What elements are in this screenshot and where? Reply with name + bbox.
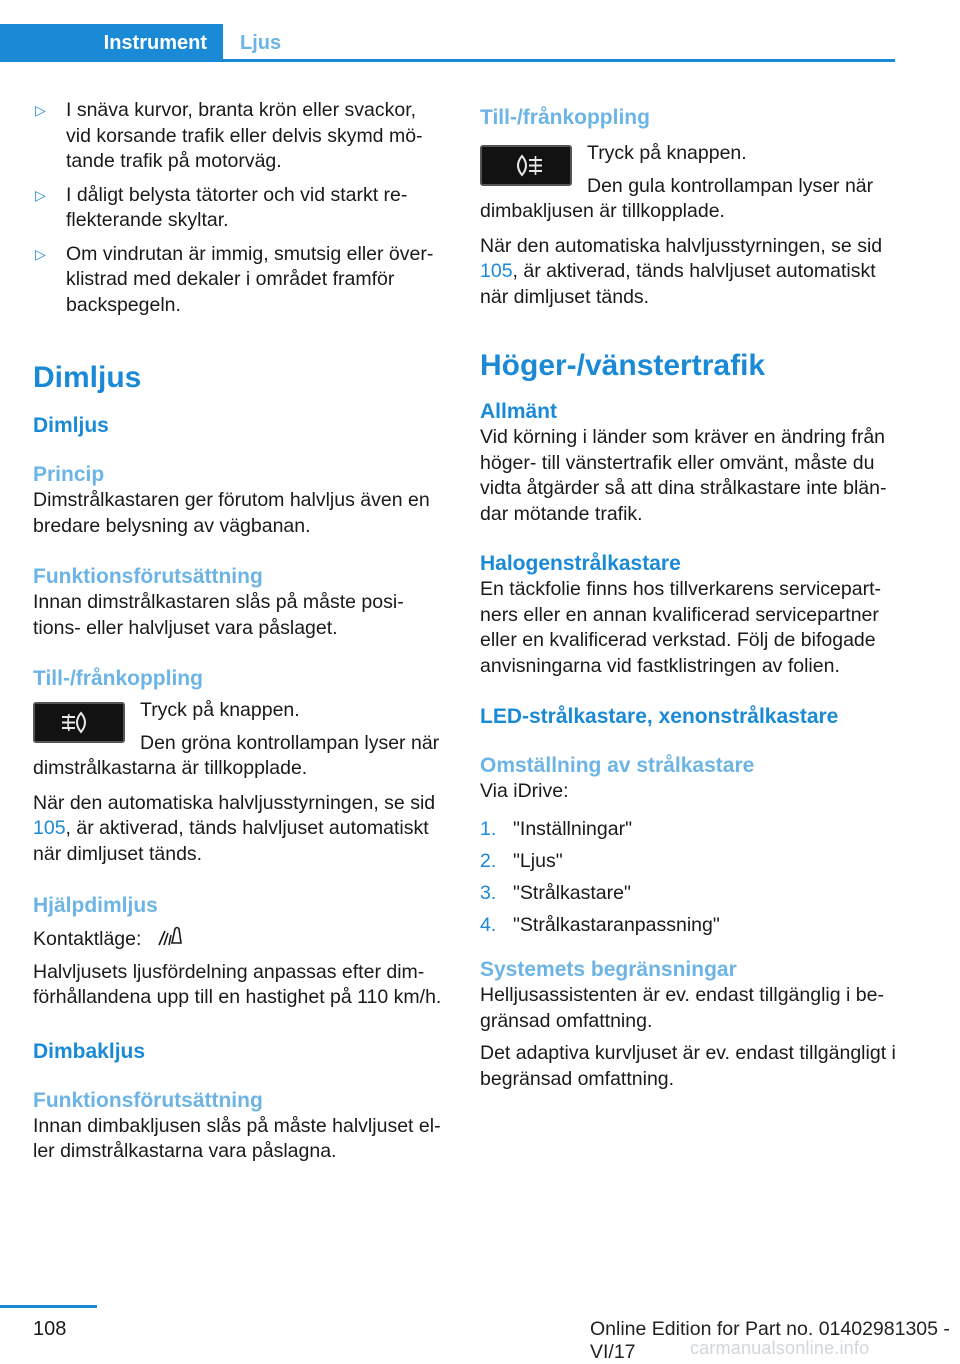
till-status-text-right: Den gula kontrollampan lyser när dimbakljusen är tillkopplade. bbox=[480, 174, 874, 222]
subsection-title-dimljus: Dimljus bbox=[33, 414, 109, 437]
till-status-text: Den gröna kontrollampan lyser när dimstrålkastarna är tillkopplade. bbox=[33, 731, 440, 779]
begransningar-text-1: Helljusassistenten är ev. endast tillgänglig i begränsad omfattning. bbox=[480, 984, 884, 1032]
till-press-text: Tryck på knappen. bbox=[140, 699, 300, 721]
allmant-text: Vid körning i länder som kräver en ändring från höger- till vänstertrafik eller omvänt, måste du vidta åtgärder så att dina strålkastare inte bländar mötande trafik. bbox=[480, 426, 887, 525]
heading-allmant: Allmänt bbox=[480, 400, 558, 423]
page-link-105-right[interactable]: 105 bbox=[480, 260, 513, 282]
list-item: 4. "Strålkastaranpassning" bbox=[480, 913, 720, 936]
right-column bbox=[480, 104, 900, 1092]
tab-instrument[interactable]: Instrument bbox=[0, 24, 223, 62]
hjalpdimljus-text: Halvljusets ljusfördelning anpassas efter dimförhållandena upp till en hastighet på 110 km/h. bbox=[33, 960, 442, 1008]
footer-rule bbox=[0, 1305, 97, 1308]
kontaktlage-line: Kontaktläge: bbox=[33, 925, 443, 955]
till-press-text-right: Tryck på knappen. bbox=[587, 142, 747, 164]
subsection-title-dimbakljus: Dimbakljus bbox=[33, 1039, 146, 1063]
triangle-bullet-icon: ▷ bbox=[35, 102, 46, 118]
list-item: ▷ I dåligt belysta tätorter och vid starkt reflekterande skyltar. bbox=[35, 183, 408, 231]
heading-hjalpdimljus: Hjälpdimljus bbox=[33, 894, 158, 917]
auto-halvljus-text-right: När den automatiska halvljusstyrningen, se sid 105, är aktiverad, tänds halvljuset automatiskt när dimljuset tänds. bbox=[480, 234, 883, 308]
heading-halogenstralkastare: Halogenstrålkastare bbox=[480, 552, 681, 575]
list-item: 1. "Inställningar" bbox=[480, 817, 632, 840]
front-fog-light-button-icon bbox=[33, 702, 125, 743]
condition-list bbox=[33, 98, 443, 318]
heading-princip: Princip bbox=[33, 463, 105, 486]
steps-list bbox=[480, 817, 900, 939]
heading-systemets-begransningar: Systemets begränsningar bbox=[480, 958, 737, 981]
ignition-position-icon bbox=[157, 925, 183, 955]
page-link-105[interactable]: 105 bbox=[33, 817, 66, 839]
funktionsforutsattning-text: Innan dimstrålkastaren slås på måste positions- eller halvljuset vara påslaget. bbox=[33, 591, 404, 639]
watermark: carmanualsonline.info bbox=[690, 1338, 870, 1358]
rear-fog-light-button-icon bbox=[480, 145, 572, 186]
heading-led-xenon: LED-strålkastare, xenonstrålkastare bbox=[480, 705, 839, 728]
page-number: 108 bbox=[33, 1318, 67, 1340]
edition-text: Online Edition for Part no. 01402981305 - VI/17 bbox=[590, 1318, 950, 1363]
section-title-dimljus: Dimljus bbox=[33, 361, 142, 394]
heading-till-frankoppling: Till-/frånkoppling bbox=[33, 667, 203, 690]
funktionsforutsattning-2-text: Innan dimbakljusen slås på måste halvljuset eller dimstrålkastarna vara påslagna. bbox=[33, 1114, 441, 1162]
heading-funktionsforutsattning-2: Funktionsförutsättning bbox=[33, 1088, 263, 1112]
heading-funktionsforutsattning: Funktionsförutsättning bbox=[33, 565, 263, 588]
left-column bbox=[33, 98, 443, 1165]
page-header bbox=[0, 0, 960, 62]
halogen-text: En täckfolie finns hos tillverkarens servicepartners eller en annan kvalificerad servicepartner eller en kvalificerad verkstad. Följ de bifogade anvisningarna vid fastklistringen av folien. bbox=[480, 578, 882, 677]
list-item: 3. "Strålkastare" bbox=[480, 881, 631, 904]
tab-ljus[interactable]: Ljus bbox=[240, 31, 282, 54]
section-title-hoger-vanstertrafik: Höger-/vänstertrafik bbox=[480, 349, 766, 382]
list-item: ▷ Om vindrutan är immig, smutsig eller överklistrad med dekaler i området framför backspegeln. bbox=[35, 242, 434, 316]
heading-till-frankoppling-right: Till-/frånkoppling bbox=[480, 106, 650, 129]
list-item: 2. "Ljus" bbox=[480, 849, 563, 872]
auto-halvljus-text: När den automatiska halvljusstyrningen, se sid 105, är aktiverad, tänds halvljuset automatiskt när dimljuset tänds. bbox=[33, 791, 436, 865]
list-item: ▷ I snäva kurvor, branta krön eller svackor, vid korsande trafik eller delvis skymd mötande trafik på motorväg. bbox=[35, 99, 423, 172]
princip-text: Dimstrålkastaren ger förutom halvljus även en bredare belysning av vägbanan. bbox=[33, 489, 430, 537]
triangle-bullet-icon: ▷ bbox=[35, 245, 46, 262]
via-idrive-text: Via iDrive: bbox=[480, 780, 569, 802]
triangle-bullet-icon: ▷ bbox=[35, 186, 46, 203]
begransningar-text-2: Det adaptiva kurvljuset är ev. endast tillgängligt i begränsad omfattning. bbox=[480, 1042, 896, 1090]
heading-omstallning: Omställning av strålkastare bbox=[480, 754, 755, 777]
